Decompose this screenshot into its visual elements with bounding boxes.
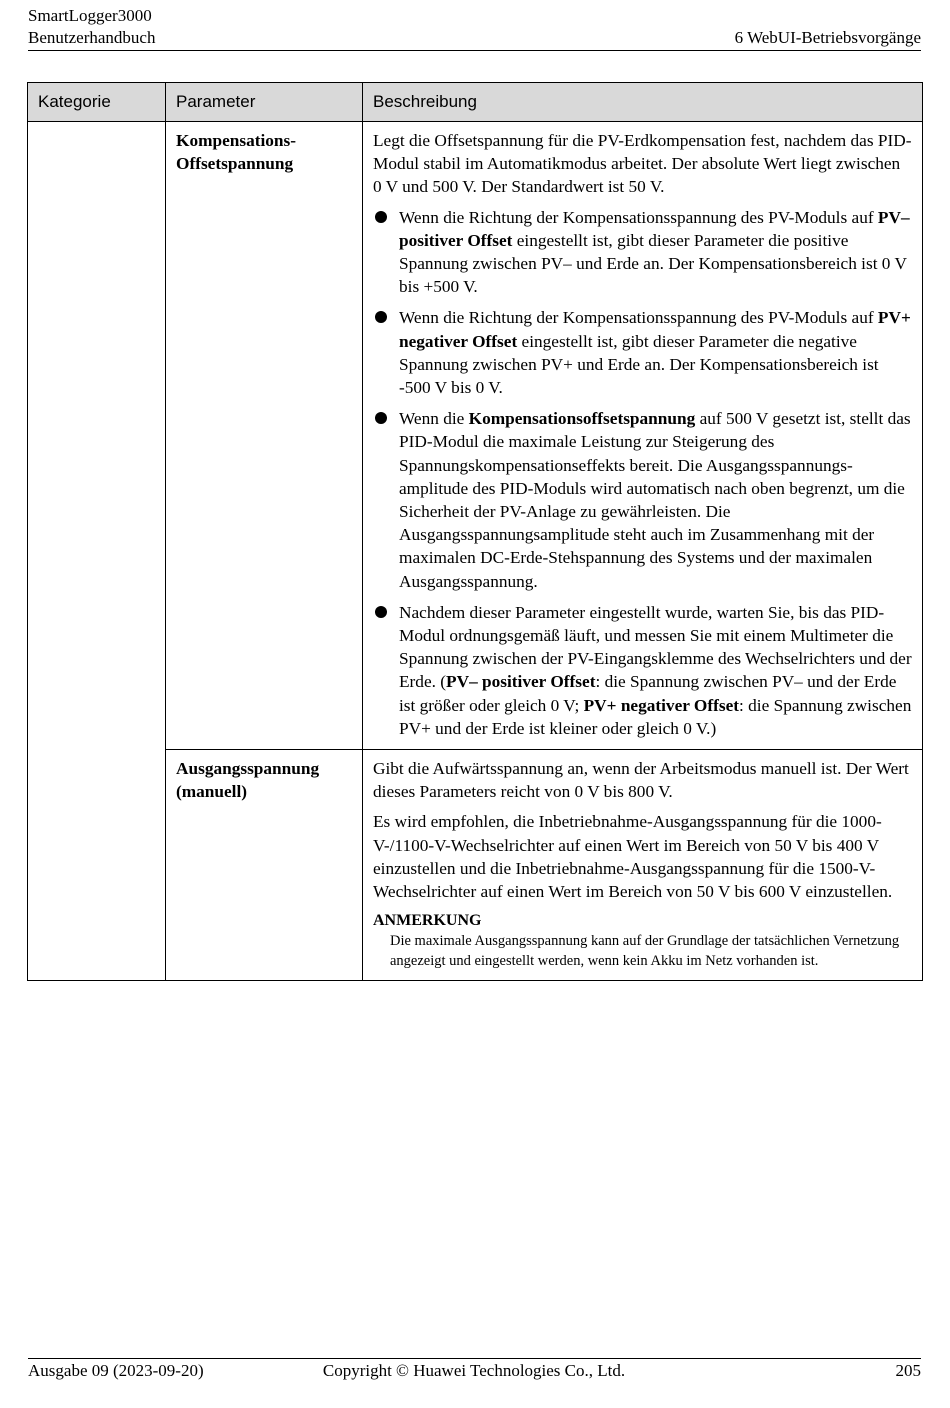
copyright-notice xyxy=(0,1360,950,1382)
bullet-list xyxy=(373,206,913,740)
parameter-table xyxy=(27,82,923,981)
bullet-item xyxy=(373,306,913,399)
category-cell xyxy=(28,122,166,981)
bullet-text: : die Spannung zwischen PV– und der Erde ist größer oder gleich 0 V; xyxy=(399,672,897,715)
parameter-name-line: Kompensations- xyxy=(176,131,297,150)
description-paragraph: Es wird empfohlen, die Inbetriebnahme-Ausgangsspannung für die 1000-V-/1100-V-Wechselrichter auf einen Wert im Bereich von 50 V bis 400 V einzustellen und die Inbetriebnahme-Ausgangsspannung für die 1500-V-Wechselrichter auf einen Wert im Bereich von 50 V bis 600 V einzustellen. xyxy=(373,812,893,902)
parameter-name-line: (manuell) xyxy=(176,782,248,802)
note-title: ANMERKUNG xyxy=(373,912,482,930)
description-cell xyxy=(363,122,923,750)
edition-info: Ausgabe 09 (2023-09-20) xyxy=(28,1361,204,1380)
bullet-dot-icon xyxy=(375,412,387,424)
page-number: 205 xyxy=(895,1361,921,1380)
bullet-item xyxy=(373,407,913,593)
description-cell xyxy=(363,750,923,981)
bullet-bold-term: PV+ negativer Offset xyxy=(399,308,911,351)
bullet-text: : die Spannung zwischen PV+ und der Erde ist kleiner oder gleich 0 V.) xyxy=(399,695,912,738)
page-header-left xyxy=(28,5,155,49)
bullet-bold-term: PV– positiver Offset xyxy=(399,207,910,250)
bullet-text: auf 500 V gesetzt ist, stellt das PID-Modul die maximale Leistung zur Steigerung des Spannungskompensationseffekts bereit. Die Ausgangsspannungsamplitude des PID-Moduls wird automatisch nach oben begrenzt, um die Sicherheit der PV-Anlage zu gewährleisten. Die Ausgangsspannungsamplitude steht auch im Zusammenhang mit der maximalen DC-Erde-Stehspannung des Systems und der maximalen Ausgangsspannung. xyxy=(399,409,911,591)
description-paragraph: Gibt die Aufwärtsspannung an, wenn der Arbeitsmodus manuell ist. Der Wert dieses Parameters reicht von 0 V bis 800 V. xyxy=(373,759,909,802)
bullet-item xyxy=(373,601,913,740)
bullet-bold-term: PV– positiver Offset xyxy=(446,672,596,692)
bullet-text: eingestellt ist, gibt dieser Parameter die negative Spannung zwischen PV+ und Erde an. Der Kompensationsbereich ist -500 V bis 0 V. xyxy=(399,331,879,398)
column-header-description: Beschreibung xyxy=(363,83,923,122)
bullet-text: Wenn die Richtung der Kompensationsspannung des PV-Moduls auf xyxy=(399,308,878,328)
bullet-dot-icon xyxy=(375,311,387,323)
bullet-text: Wenn die xyxy=(399,409,469,429)
bullet-text: Nachdem dieser Parameter eingestellt wurde, warten Sie, bis das PID-Modul ordnungsgemäß läuft, und messen Sie mit einem Multimeter die Spannung zwischen der PV-Eingangsklemme des Wechselrichters und der Erde. ( xyxy=(399,602,912,692)
header-divider xyxy=(28,50,921,51)
parameter-cell xyxy=(166,122,363,750)
chapter-title: 6 WebUI-Betriebsvorgänge xyxy=(734,28,921,47)
bullet-dot-icon xyxy=(375,211,387,223)
product-name: SmartLogger3000 xyxy=(28,6,152,25)
parameter-name-line: Offsetspannung xyxy=(176,154,294,174)
bullet-text: Wenn die Richtung der Kompensationsspannung des PV-Moduls auf xyxy=(399,207,878,227)
table-row xyxy=(28,122,923,750)
bullet-dot-icon xyxy=(375,606,387,618)
note-text: Die maximale Ausgangsspannung kann auf der Grundlage der tatsächlichen Vernetzung angezeigt und eingestellt werden, wenn kein Akku im Netz vorhanden ist. xyxy=(390,933,900,970)
footer-divider xyxy=(28,1358,921,1359)
bullet-text: eingestellt ist, gibt dieser Parameter die positive Spannung zwischen PV– und Erde an. Der Kompensationsbereich ist 0 V bis +500 V. xyxy=(399,230,907,297)
parameter-cell xyxy=(166,750,363,981)
column-header-category: Kategorie xyxy=(28,83,166,122)
manual-name: Benutzerhandbuch xyxy=(28,28,156,47)
column-header-parameter: Parameter xyxy=(166,83,363,122)
bullet-item xyxy=(373,206,913,299)
bullet-bold-term: PV+ negativer Offset xyxy=(583,695,740,715)
parameter-name-line: Ausgangsspannung xyxy=(176,759,320,779)
table-header-row xyxy=(28,83,923,122)
description-intro: Legt die Offsetspannung für die PV-Erdkompensation fest, nachdem das PID-Modul stabil im Automatikmodus arbeitet. Der absolute Wert liegt zwischen 0 V und 500 V. Der Standardwert ist 50 V. xyxy=(373,131,912,197)
copyright-text: Copyright © Huawei Technologies Co., Ltd. xyxy=(322,1361,626,1380)
bullet-bold-term: Kompensationsoffsetspannung xyxy=(468,409,696,429)
